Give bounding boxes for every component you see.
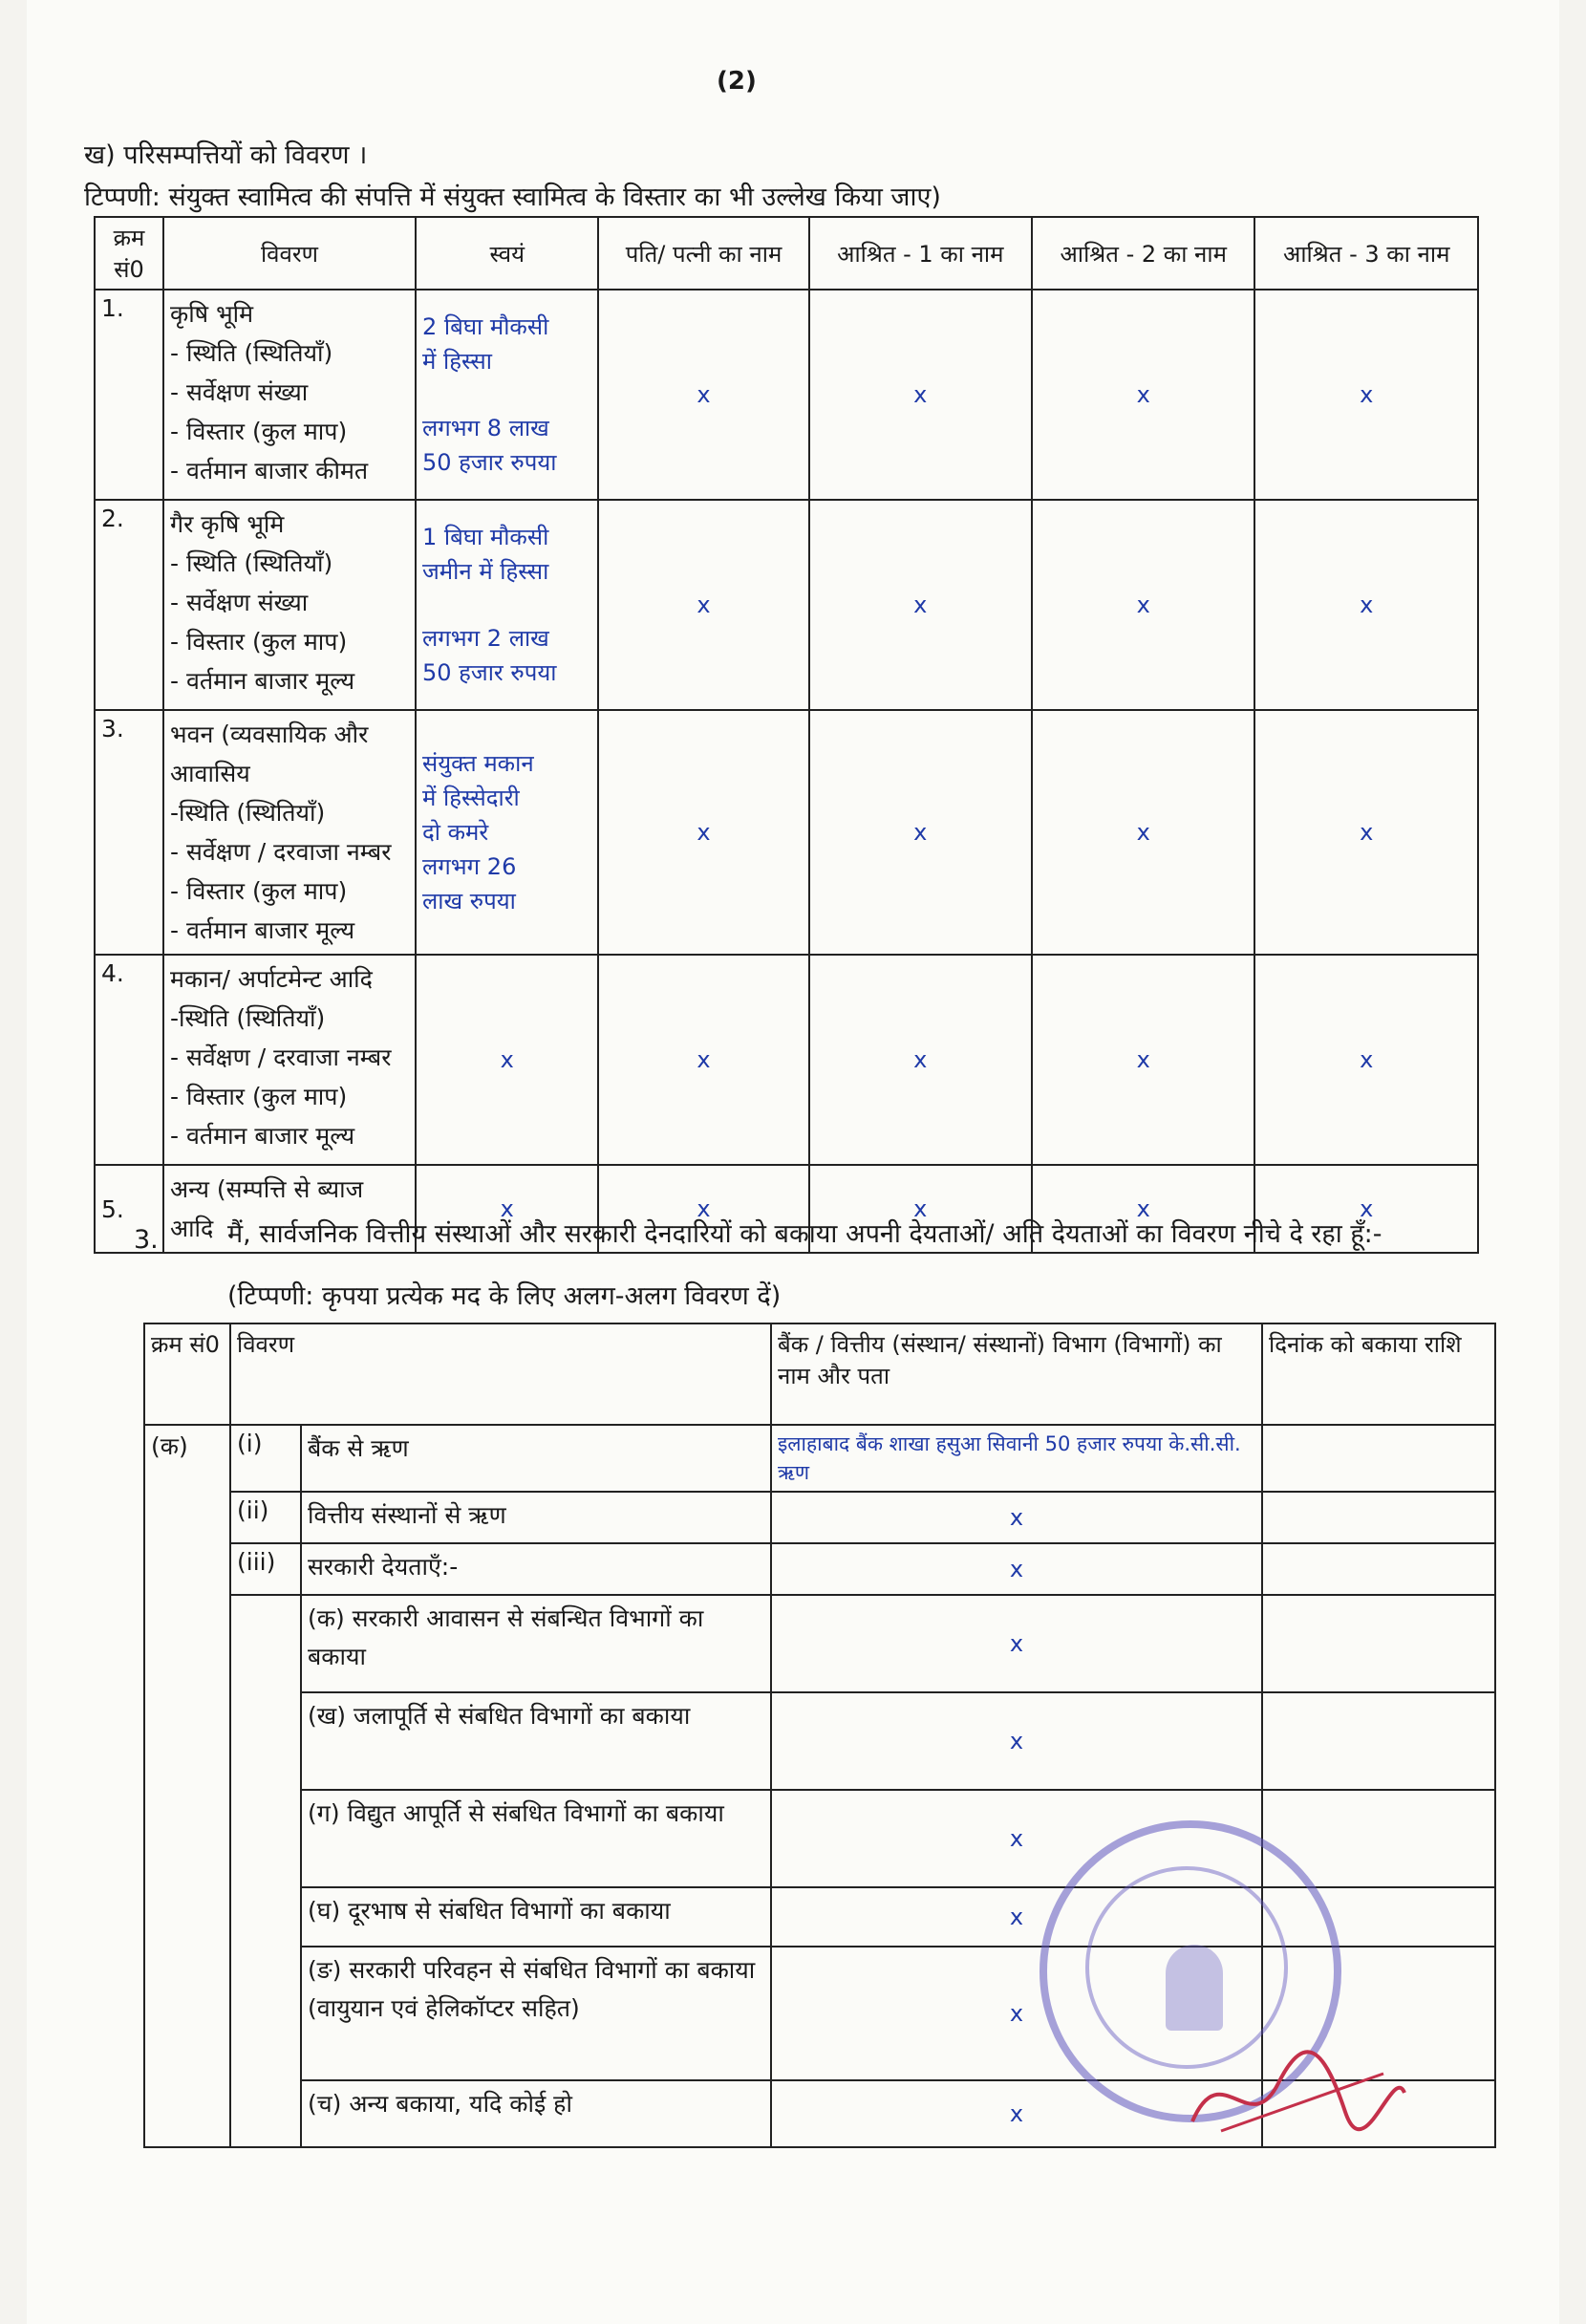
header-description: विवरण <box>230 1323 771 1425</box>
cross-mark: x <box>1032 955 1254 1165</box>
row-num: (iii) <box>230 1543 301 1595</box>
header-bank-name: बैंक / वित्तीय (संस्थान/ संस्थानों) विभाग (विभागों) का नाम और पता <box>771 1323 1262 1425</box>
cross-mark: x <box>1032 500 1254 710</box>
dues-cell <box>1262 1595 1495 1692</box>
asset-row-non-agricultural-land <box>95 500 1478 710</box>
sub-row-label: (घ) दूरभाष से संबधित विभागों का बकाया <box>301 1887 771 1947</box>
cross-mark: x <box>771 1492 1262 1543</box>
assets-header-row <box>95 217 1478 290</box>
cross-mark: x <box>1254 290 1478 500</box>
self-value: संयुक्त मकान में हिस्सेदारी दो कमरे लगभग 26 लाख रुपया <box>416 710 598 955</box>
row-description: मकान/ अर्पाटमेन्ट आदि -स्थिति (स्थितियाँ) - सर्वेक्षण / दरवाजा नम्बर - विस्तार (कुल माप) - वर्तमान बाजार मूल्य <box>163 955 416 1165</box>
liabilities-header-row <box>144 1323 1495 1425</box>
page-number: (2) <box>717 67 757 96</box>
sub-row-label: (ग) विद्युत आपूर्ति से संबधित विभागों का बकाया <box>301 1790 771 1887</box>
cross-mark: x <box>598 500 808 710</box>
cross-mark: x <box>598 955 808 1165</box>
section-3-text: मैं, सार्वजनिक वित्तीय संस्थाओं और सरकारी देनदारियों को बकाया अपनी देयताओं/ अति देयताओं का विवरण नीचे दे रहा हूँ:- <box>227 1219 1382 1249</box>
cross-mark: x <box>598 1165 808 1253</box>
cross-mark: x <box>1032 290 1254 500</box>
row-sn: 5. <box>95 1165 163 1253</box>
cross-mark: x <box>598 710 808 955</box>
row-sn: 1. <box>95 290 163 500</box>
cross-mark: x <box>809 1165 1032 1253</box>
dues-cell <box>1262 1425 1495 1492</box>
header-sn: क्रम सं0 <box>95 217 163 290</box>
row-sn: 3. <box>95 710 163 955</box>
header-sn: क्रम सं0 <box>144 1323 230 1425</box>
row-num: (ii) <box>230 1492 301 1543</box>
asset-row-agricultural-land <box>95 290 1478 500</box>
cross-mark: x <box>809 955 1032 1165</box>
self-value: 1 बिघा मौकसी जमीन में हिस्सा लगभग 2 लाख 50 हजार रुपया <box>416 500 598 710</box>
header-dependent-1: आश्रित - 1 का नाम <box>809 217 1032 290</box>
dues-cell <box>1262 1543 1495 1595</box>
sub-row-label: (ङ) सरकारी परिवहन से संबधित विभागों का बकाया (वायुयान एवं हेलिकॉप्टर सहित) <box>301 1947 771 2080</box>
cross-mark: x <box>1254 500 1478 710</box>
row-description: कृषि भूमि - स्थिति (स्थितियाँ) - सर्वेक्षण संख्या - विस्तार (कुल माप) - वर्तमान बाजार कीमत <box>163 290 416 500</box>
cross-mark: x <box>771 1692 1262 1790</box>
cross-mark: x <box>771 1790 1262 1887</box>
sub-row-label: (क) सरकारी आवासन से संबन्धित विभागों का बकाया <box>301 1595 771 1692</box>
asset-row-apartment <box>95 955 1478 1165</box>
cross-mark: x <box>1032 1165 1254 1253</box>
assets-table <box>94 216 1479 1254</box>
cross-mark: x <box>1032 710 1254 955</box>
row-label: बैंक से ऋण <box>301 1425 771 1492</box>
row-description: गैर कृषि भूमि - स्थिति (स्थितियाँ) - सर्वेक्षण संख्या - विस्तार (कुल माप) - वर्तमान बाजार मूल्य <box>163 500 416 710</box>
bank-loan-details: इलाहाबाद बैंक शाखा हसुआ सिवानी 50 हजार रुपया के.सी.सी. ऋण <box>771 1425 1262 1492</box>
cross-mark: x <box>771 1887 1262 1947</box>
liability-row-bank-loan <box>144 1425 1495 1492</box>
row-description: भवन (व्यवसायिक और आवासिय -स्थिति (स्थितियाँ) - सर्वेक्षण / दरवाजा नम्बर - विस्तार (कुल माप) - वर्तमान बाजार मूल्य <box>163 710 416 955</box>
self-value: x <box>416 955 598 1165</box>
joint-ownership-note: टिप्पणी: संयुक्त स्वामित्व की संपत्ति में संयुक्त स्वामित्व के विस्तार का भी उल्लेख किया जाए) <box>84 183 941 212</box>
header-self: स्वयं <box>416 217 598 290</box>
row-sn: 4. <box>95 955 163 1165</box>
group-label: (क) <box>144 1425 230 2147</box>
sub-row-label: (च) अन्य बकाया, यदि कोई हो <box>301 2080 771 2147</box>
section-3-number: 3. <box>134 1225 159 1255</box>
liability-row-financial-loan <box>144 1492 1495 1543</box>
header-spouse: पति/ पत्नी का नाम <box>598 217 808 290</box>
cross-mark: x <box>771 1947 1262 2080</box>
cross-mark: x <box>1254 955 1478 1165</box>
cross-mark: x <box>1254 710 1478 955</box>
cross-mark: x <box>809 290 1032 500</box>
header-description: विवरण <box>163 217 416 290</box>
liability-row-govt-dues <box>144 1543 1495 1595</box>
cross-mark: x <box>809 710 1032 955</box>
cross-mark: x <box>1254 1165 1478 1253</box>
signature <box>1183 2035 1412 2150</box>
self-value: x <box>416 1165 598 1253</box>
cross-mark: x <box>809 500 1032 710</box>
row-description: अन्य (सम्पत्ति से ब्याज आदि <box>163 1165 416 1253</box>
liability-sub-row <box>144 1692 1495 1790</box>
row-sn: 2. <box>95 500 163 710</box>
dues-cell <box>1262 1492 1495 1543</box>
document-page <box>27 0 1559 2324</box>
row-label: सरकारी देयताएँ:- <box>301 1543 771 1595</box>
asset-row-building <box>95 710 1478 955</box>
indent-cell <box>230 1595 301 2147</box>
sub-row-label: (ख) जलापूर्ति से संबधित विभागों का बकाया <box>301 1692 771 1790</box>
header-dependent-2: आश्रित - 2 का नाम <box>1032 217 1254 290</box>
cross-mark: x <box>598 290 808 500</box>
cross-mark: x <box>771 2080 1262 2147</box>
header-dues: दिनांक को बकाया राशि <box>1262 1323 1495 1425</box>
emblem-icon <box>1166 1945 1223 2031</box>
row-label: वित्तीय संस्थानों से ऋण <box>301 1492 771 1543</box>
cross-mark: x <box>771 1595 1262 1692</box>
row-num: (i) <box>230 1425 301 1492</box>
header-dependent-3: आश्रित - 3 का नाम <box>1254 217 1478 290</box>
self-value: 2 बिघा मौकसी में हिस्सा लगभग 8 लाख 50 हजार रुपया <box>416 290 598 500</box>
section-3-note: (टिप्पणी: कृपया प्रत्येक मद के लिए अलग-अलग विवरण दें) <box>227 1281 782 1311</box>
liability-sub-row <box>144 1595 1495 1692</box>
cross-mark: x <box>771 1543 1262 1595</box>
dues-cell <box>1262 1692 1495 1790</box>
section-kh-heading: ख) परिसम्पत्तियों को विवरण । <box>84 140 368 170</box>
